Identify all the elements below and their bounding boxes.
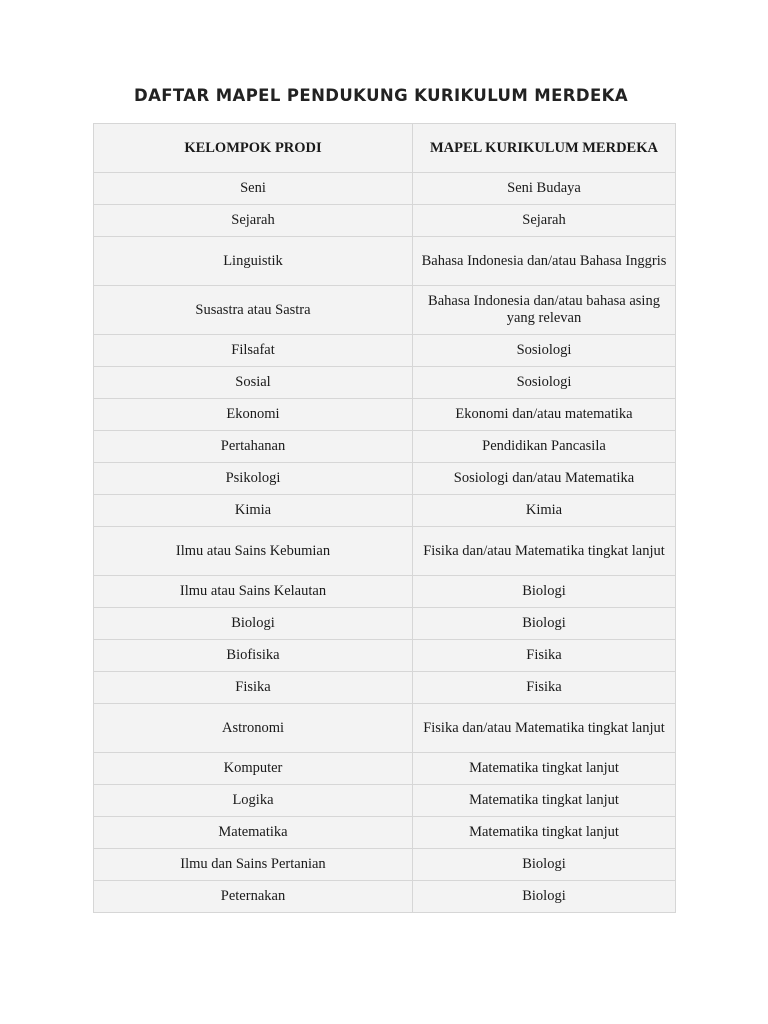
prodi-cell: Filsafat (94, 335, 413, 367)
prodi-cell: Sosial (94, 367, 413, 399)
prodi-cell: Matematika (94, 817, 413, 849)
table-row (94, 753, 676, 785)
mapel-table (93, 123, 676, 913)
prodi-cell: Astronomi (94, 704, 413, 753)
table-row (94, 173, 676, 205)
table-row (94, 495, 676, 527)
prodi-cell: Peternakan (94, 881, 413, 913)
table-row (94, 367, 676, 399)
prodi-cell: Logika (94, 785, 413, 817)
table-row (94, 640, 676, 672)
table-row (94, 205, 676, 237)
prodi-cell: Ilmu dan Sains Pertanian (94, 849, 413, 881)
mapel-cell: Fisika (413, 640, 676, 672)
mapel-cell: Biologi (413, 881, 676, 913)
mapel-cell: Matematika tingkat lanjut (413, 785, 676, 817)
mapel-cell: Biologi (413, 576, 676, 608)
mapel-cell: Sosiologi dan/atau Matematika (413, 463, 676, 495)
mapel-cell: Sosiologi (413, 335, 676, 367)
table-row (94, 527, 676, 576)
table-row (94, 431, 676, 463)
mapel-cell: Bahasa Indonesia dan/atau bahasa asing yang relevan (413, 286, 676, 335)
prodi-cell: Sejarah (94, 205, 413, 237)
prodi-cell: Seni (94, 173, 413, 205)
mapel-cell: Fisika dan/atau Matematika tingkat lanjut (413, 704, 676, 753)
prodi-cell: Ilmu atau Sains Kebumian (94, 527, 413, 576)
table-row (94, 849, 676, 881)
table-row (94, 237, 676, 286)
table-row (94, 335, 676, 367)
prodi-cell: Pertahanan (94, 431, 413, 463)
table-row (94, 576, 676, 608)
prodi-cell: Psikologi (94, 463, 413, 495)
table-row (94, 399, 676, 431)
table-row (94, 704, 676, 753)
mapel-cell: Sejarah (413, 205, 676, 237)
table-row (94, 785, 676, 817)
table-row (94, 608, 676, 640)
mapel-cell: Fisika (413, 672, 676, 704)
mapel-cell: Seni Budaya (413, 173, 676, 205)
prodi-cell: Komputer (94, 753, 413, 785)
mapel-cell: Matematika tingkat lanjut (413, 753, 676, 785)
prodi-cell: Biologi (94, 608, 413, 640)
prodi-cell: Kimia (94, 495, 413, 527)
page-title: DAFTAR MAPEL PENDUKUNG KURIKULUM MERDEKA (133, 86, 629, 105)
prodi-cell: Linguistik (94, 237, 413, 286)
mapel-cell: Kimia (413, 495, 676, 527)
prodi-cell: Fisika (94, 672, 413, 704)
mapel-cell: Bahasa Indonesia dan/atau Bahasa Inggris (413, 237, 676, 286)
table-row (94, 881, 676, 913)
table-row (94, 817, 676, 849)
prodi-cell: Susastra atau Sastra (94, 286, 413, 335)
mapel-cell: Biologi (413, 608, 676, 640)
mapel-cell: Matematika tingkat lanjut (413, 817, 676, 849)
mapel-cell: Pendidikan Pancasila (413, 431, 676, 463)
column-header-kelompok-prodi: KELOMPOK PRODI (94, 124, 413, 173)
table-row (94, 286, 676, 335)
table-header-row (94, 124, 676, 173)
table-row (94, 463, 676, 495)
mapel-cell: Ekonomi dan/atau matematika (413, 399, 676, 431)
table-row (94, 672, 676, 704)
prodi-cell: Ilmu atau Sains Kelautan (94, 576, 413, 608)
column-header-mapel: MAPEL KURIKULUM MERDEKA (413, 124, 676, 173)
mapel-cell: Biologi (413, 849, 676, 881)
mapel-cell: Sosiologi (413, 367, 676, 399)
prodi-cell: Biofisika (94, 640, 413, 672)
mapel-cell: Fisika dan/atau Matematika tingkat lanjut (413, 527, 676, 576)
prodi-cell: Ekonomi (94, 399, 413, 431)
